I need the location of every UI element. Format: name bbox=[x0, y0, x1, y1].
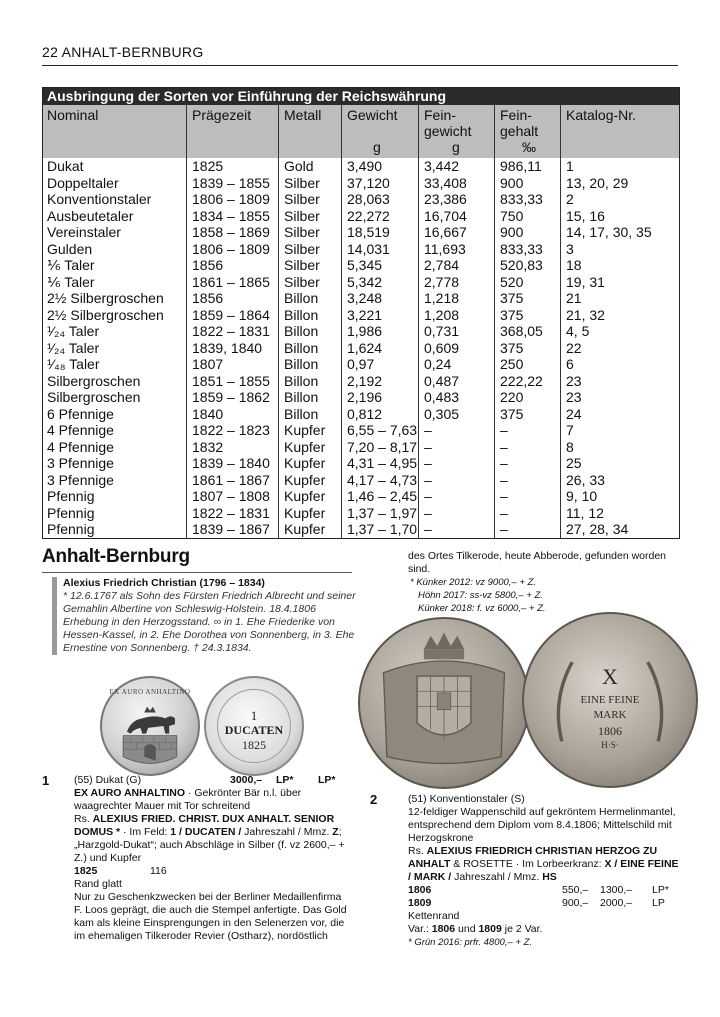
cell-gewicht: 5,345 bbox=[347, 257, 383, 273]
entry1-mintage: 116 bbox=[150, 865, 167, 877]
cell-feingehalt: 900 bbox=[500, 224, 524, 240]
note-continuation bbox=[408, 550, 680, 615]
cell-nominal: ⅙ Taler bbox=[47, 257, 95, 273]
header-feingewicht-2: gewicht bbox=[424, 123, 472, 139]
table-row bbox=[43, 455, 679, 472]
table-row bbox=[43, 406, 679, 423]
auction-note-1: * Künker 2012: vz 9000,– + Z. bbox=[410, 577, 536, 588]
column-divider bbox=[560, 105, 561, 538]
header-feingehalt-2: gehalt bbox=[500, 123, 539, 139]
table-row bbox=[43, 340, 679, 357]
table-row bbox=[43, 439, 679, 456]
cell-metall: Kupfer bbox=[284, 521, 326, 537]
table-row bbox=[43, 274, 679, 291]
cell-praegezeit: 1859 – 1864 bbox=[192, 306, 270, 323]
table-row bbox=[43, 290, 679, 307]
auction-note-2: Höhn 2017: ss-vz 5800,– + Z. bbox=[418, 590, 543, 601]
cell-katalog: 6 bbox=[566, 356, 574, 372]
cell-gewicht: 37,120 bbox=[347, 174, 390, 191]
cell-nominal: 2½ Silbergroschen bbox=[47, 290, 164, 306]
entry1-denomination: (55) Dukat (G) bbox=[74, 774, 142, 786]
cell-gewicht: 18,519 bbox=[347, 224, 390, 240]
cell-katalog: 19, 31 bbox=[566, 273, 605, 290]
entry1-header-line bbox=[74, 774, 350, 787]
table-row bbox=[43, 224, 679, 241]
cell-feingewicht: 0,483 bbox=[424, 389, 460, 405]
entry2-price-2b: 2000,– bbox=[600, 897, 633, 909]
cell-praegezeit: 1807 bbox=[192, 356, 224, 372]
cell-katalog: 1 bbox=[566, 158, 574, 174]
cell-feingehalt: 250 bbox=[500, 356, 524, 372]
cell-nominal: Silbergroschen bbox=[47, 372, 141, 389]
cell-nominal: Doppeltaler bbox=[47, 174, 119, 191]
catalog-entry-2 bbox=[408, 793, 680, 949]
cell-metall: Billon bbox=[284, 323, 319, 339]
cell-feingewicht: 3,442 bbox=[424, 158, 460, 174]
entry1-rs-legend: ALEXIUS FRIED. CHRIST. DUX ANHALT. SENIOR DOMUS * bbox=[74, 813, 335, 838]
cell-praegezeit: 1861 – 1865 bbox=[192, 273, 270, 290]
cell-gewicht: 3,221 bbox=[347, 306, 383, 323]
cell-gewicht: 3,490 bbox=[347, 158, 383, 174]
cell-metall: Silber bbox=[284, 257, 320, 273]
table-row bbox=[43, 472, 679, 489]
entry2-rs-legend: ALEXIUS FRIEDRICH CHRISTIAN HERZOG ZU ANHALT bbox=[408, 845, 658, 870]
table-row bbox=[43, 257, 679, 274]
cell-feingewicht: 2,784 bbox=[424, 257, 460, 273]
cell-gewicht: 2,196 bbox=[347, 389, 383, 405]
entry2-reverse bbox=[408, 845, 680, 884]
entry2-variants bbox=[408, 923, 680, 936]
header-katalog: Katalog-Nr. bbox=[566, 107, 637, 123]
entry2-auction-note: * Grün 2016: prfr. 4800,– + Z. bbox=[408, 937, 533, 948]
cell-feingewicht: – bbox=[424, 521, 432, 537]
cell-praegezeit: 1861 – 1867 bbox=[192, 471, 270, 488]
cell-praegezeit: 1822 – 1831 bbox=[192, 323, 270, 339]
cell-feingehalt: 375 bbox=[500, 405, 524, 422]
table-row bbox=[43, 158, 679, 175]
cell-katalog: 21, 32 bbox=[566, 306, 605, 323]
ducat-value: 1 bbox=[250, 708, 258, 723]
cell-metall: Billon bbox=[284, 290, 319, 306]
entry2-rs-field: X / EINE FEINE / MARK / bbox=[408, 858, 679, 883]
entry1-grade-2: LP* bbox=[318, 774, 336, 786]
table-row bbox=[43, 389, 679, 406]
column-divider bbox=[341, 105, 342, 538]
entry2-price-1b: 1300,– bbox=[600, 884, 633, 896]
cell-gewicht: 1,37 – 1,97 bbox=[347, 504, 418, 521]
entry2-grade-1: LP* bbox=[652, 884, 669, 896]
entry1-price: 3000,– bbox=[230, 774, 263, 786]
cell-gewicht: 0,812 bbox=[347, 405, 383, 422]
taler-obverse-image bbox=[358, 617, 530, 789]
section-title: Anhalt-Bernburg bbox=[42, 546, 190, 567]
cell-metall: Silber bbox=[284, 273, 320, 290]
entry1-edge: Rand glatt bbox=[74, 878, 122, 890]
table-row bbox=[43, 307, 679, 324]
entry1-reverse bbox=[74, 813, 350, 865]
cell-feingehalt: 375 bbox=[500, 339, 524, 356]
cell-gewicht: 7,20 – 8,17 bbox=[347, 438, 418, 455]
cell-praegezeit: 1822 – 1823 bbox=[192, 422, 270, 438]
table-row bbox=[43, 521, 679, 538]
cell-katalog: 21 bbox=[566, 290, 582, 306]
taler-mintmark: H·S· bbox=[601, 740, 619, 750]
column-divider bbox=[418, 105, 419, 538]
cell-nominal: Gulden bbox=[47, 240, 93, 257]
section-rule bbox=[42, 572, 352, 573]
cell-feingehalt: 368,05 bbox=[500, 323, 543, 339]
cell-praegezeit: 1807 – 1808 bbox=[192, 488, 270, 504]
table-row bbox=[43, 356, 679, 373]
entry1-rs-text-3: ; „Harzgold-Dukat“; auch Abschläge in Silber (f. vz 2600,– + Z.) und Kupfer bbox=[74, 826, 345, 864]
cell-feingehalt: – bbox=[500, 422, 508, 438]
entry2-edge: Kettenrand bbox=[408, 910, 460, 922]
ruler-name: Alexius Friedrich Christian (1796 – 1834) bbox=[63, 577, 265, 589]
cell-metall: Kupfer bbox=[284, 471, 326, 488]
cell-katalog: 15, 16 bbox=[566, 207, 605, 224]
cell-katalog: 7 bbox=[566, 422, 574, 438]
cell-nominal: 3 Pfennige bbox=[47, 455, 114, 471]
cell-feingewicht: 16,704 bbox=[424, 207, 467, 224]
ruler-bio-text: * 12.6.1767 als Sohn des Fürsten Friedrich Albrecht und seiner Gemahlin Albertine von Schleswig-Holstein. 18.4.1806 Erhebung in den Herzogsstand. ∞ in 1. Ehe Friederike von Hessen-Kassel, in 2. Ehe Dorothea von Sonnenberg, in 3. Ehe Ernestine von Sonnenberg. † 24.3.1834. bbox=[63, 590, 356, 654]
cell-katalog: 13, 20, 29 bbox=[566, 174, 629, 191]
cell-feingehalt: – bbox=[500, 438, 508, 455]
cell-nominal: Vereinstaler bbox=[47, 224, 121, 240]
cell-metall: Silber bbox=[284, 207, 320, 224]
table-row bbox=[43, 422, 679, 439]
cell-gewicht: 0,97 bbox=[347, 356, 375, 372]
entry2-var-label: Var.: bbox=[408, 923, 432, 935]
entry1-note: Nur zu Geschenkzwecken bei der Berliner Medaillenfirma F. Loos geprägt, die auch die Stempel anfertigte. Das Gold kam als kleine Einsprengungen in den Selenerzen vor, die im ehemaligen Tilkeroder Revier (Ostharz), nordöstlich bbox=[74, 891, 347, 942]
header-feingewicht-unit: g bbox=[452, 139, 460, 155]
entry2-year-2: 1809 bbox=[408, 897, 432, 909]
table-row bbox=[43, 175, 679, 192]
entry2-rs-text-2: Jahreszahl / Mmz. bbox=[451, 871, 543, 883]
cell-feingewicht: – bbox=[424, 471, 432, 488]
cell-metall: Kupfer bbox=[284, 455, 326, 471]
cell-feingehalt: – bbox=[500, 471, 508, 488]
cell-katalog: 25 bbox=[566, 455, 582, 471]
cell-gewicht: 4,17 – 4,73 bbox=[347, 471, 418, 488]
cell-feingewicht: 0,24 bbox=[424, 356, 452, 372]
ducat-reverse-image bbox=[100, 676, 200, 776]
header-gewicht: Gewicht bbox=[347, 107, 398, 123]
table-header bbox=[43, 105, 679, 158]
cell-feingewicht: 1,208 bbox=[424, 306, 460, 323]
cell-metall: Silber bbox=[284, 240, 320, 257]
cell-katalog: 2 bbox=[566, 191, 574, 207]
cell-metall: Kupfer bbox=[284, 438, 326, 455]
auction-note-3: Künker 2018: f. vz 6000,– + Z. bbox=[418, 603, 546, 614]
cell-feingehalt: 900 bbox=[500, 174, 524, 191]
cell-metall: Billon bbox=[284, 306, 319, 323]
cell-praegezeit: 1839, 1840 bbox=[192, 339, 263, 356]
cell-metall: Billon bbox=[284, 356, 319, 372]
cell-gewicht: 5,342 bbox=[347, 273, 383, 290]
cell-feingehalt: 520,83 bbox=[500, 257, 543, 273]
header-metall: Metall bbox=[284, 107, 322, 123]
coinage-table bbox=[42, 87, 680, 539]
catalog-entry-1 bbox=[74, 774, 350, 943]
cell-metall: Billon bbox=[284, 389, 319, 405]
cell-praegezeit: 1839 – 1840 bbox=[192, 455, 270, 471]
cell-katalog: 23 bbox=[566, 372, 582, 389]
table-row bbox=[43, 208, 679, 225]
table-title: Ausbringung der Sorten vor Einführung der Reichswährung bbox=[43, 88, 679, 105]
cell-gewicht: 1,986 bbox=[347, 323, 383, 339]
cell-praegezeit: 1806 – 1809 bbox=[192, 191, 270, 207]
cell-praegezeit: 1856 bbox=[192, 257, 224, 273]
cell-praegezeit: 1825 bbox=[192, 158, 224, 174]
cell-nominal: ¹⁄₂₄ Taler bbox=[47, 339, 100, 356]
cell-gewicht: 6,55 – 7,63 bbox=[347, 422, 418, 438]
cell-metall: Silber bbox=[284, 224, 320, 240]
cell-feingewicht: – bbox=[424, 504, 432, 521]
cell-praegezeit: 1839 – 1855 bbox=[192, 174, 270, 191]
cell-katalog: 8 bbox=[566, 438, 574, 455]
cell-praegezeit: 1806 – 1809 bbox=[192, 240, 270, 257]
entry2-var-year-2: 1809 bbox=[478, 923, 502, 935]
header-feingehalt-1: Fein- bbox=[500, 107, 532, 123]
cell-feingehalt: 375 bbox=[500, 290, 524, 306]
entry2-var-year-1: 1806 bbox=[431, 923, 456, 935]
cell-feingewicht: 2,778 bbox=[424, 273, 460, 290]
entry2-price-1a: 550,– bbox=[562, 884, 589, 896]
entry2-price-2a: 900,– bbox=[562, 897, 589, 909]
cell-nominal: 4 Pfennige bbox=[47, 438, 114, 455]
cell-praegezeit: 1834 – 1855 bbox=[192, 207, 270, 224]
cell-praegezeit: 1839 – 1867 bbox=[192, 521, 270, 537]
cell-praegezeit: 1851 – 1855 bbox=[192, 372, 270, 389]
table-row bbox=[43, 505, 679, 522]
ducat-denomination: DUCATEN bbox=[224, 723, 284, 737]
cell-nominal: Pfennig bbox=[47, 521, 95, 537]
cell-feingehalt: 986,11 bbox=[500, 158, 542, 174]
coat-of-arms-icon bbox=[360, 619, 528, 787]
cell-katalog: 3 bbox=[566, 240, 574, 257]
catalog-number-1: 1 bbox=[42, 773, 50, 788]
entry1-rs-text-1: · Im Feld: bbox=[120, 826, 171, 838]
cell-nominal: Pfennig bbox=[47, 504, 95, 521]
table-row bbox=[43, 241, 679, 258]
column-divider bbox=[186, 105, 187, 538]
entry2-var-and: und bbox=[455, 923, 479, 935]
entry1-year: 1825 bbox=[74, 865, 98, 877]
cell-feingehalt: – bbox=[500, 504, 508, 521]
cell-katalog: 18 bbox=[566, 257, 582, 273]
entry2-rs-label: Rs. bbox=[408, 845, 427, 857]
table-row bbox=[43, 191, 679, 208]
cell-nominal: Pfennig bbox=[47, 488, 95, 504]
cell-nominal: Dukat bbox=[47, 158, 84, 174]
entry2-obverse-desc: 12-feldiger Wappenschild auf gekröntem Hermelinmantel, entsprechend dem Diplom vom 8.4.1806; Mittelschild mit Herzogskrone bbox=[408, 806, 676, 844]
entry2-rs-mintmark: HS bbox=[542, 871, 557, 883]
ducat-year: 1825 bbox=[242, 738, 266, 752]
cell-metall: Silber bbox=[284, 191, 320, 207]
cell-feingehalt: – bbox=[500, 488, 508, 504]
cell-praegezeit: 1856 bbox=[192, 290, 224, 306]
cell-feingewicht: 1,218 bbox=[424, 290, 460, 306]
cell-nominal: ⅙ Taler bbox=[47, 273, 95, 290]
column-divider bbox=[494, 105, 495, 538]
cell-katalog: 14, 17, 30, 35 bbox=[566, 224, 652, 240]
cell-nominal: ¹⁄₄₈ Taler bbox=[47, 356, 100, 372]
entry2-grade-2: LP bbox=[652, 897, 665, 909]
ruler-biography bbox=[52, 577, 361, 655]
cell-nominal: ¹⁄₂₄ Taler bbox=[47, 323, 100, 339]
entry1-year-line bbox=[74, 865, 350, 878]
cell-katalog: 27, 28, 34 bbox=[566, 521, 629, 537]
cell-metall: Kupfer bbox=[284, 422, 326, 438]
cell-metall: Billon bbox=[284, 405, 319, 422]
cell-nominal: Konventionstaler bbox=[47, 191, 152, 207]
cell-feingewicht: 23,386 bbox=[424, 191, 467, 207]
table-row bbox=[43, 488, 679, 505]
cell-feingehalt: 375 bbox=[500, 306, 524, 323]
entry1-rs-mintmark: Z bbox=[332, 826, 339, 838]
cell-katalog: 11, 12 bbox=[566, 504, 604, 521]
cell-feingewicht: 16,667 bbox=[424, 224, 467, 240]
cell-feingehalt: 833,33 bbox=[500, 191, 543, 207]
cell-metall: Gold bbox=[284, 158, 314, 174]
column-divider bbox=[278, 105, 279, 538]
ducat-reverse-legend: EX AURO ANHALTINO bbox=[109, 688, 191, 696]
header-feingewicht-1: Fein- bbox=[424, 107, 456, 123]
entry1-grade-1: LP* bbox=[276, 774, 294, 786]
note-continuation-text: des Ortes Tilkerode, heute Abberode, gefunden worden sind. bbox=[408, 550, 667, 575]
running-head: 22 ANHALT-BERNBURG bbox=[42, 44, 204, 60]
cell-nominal: Silbergroschen bbox=[47, 389, 141, 405]
cell-katalog: 23 bbox=[566, 389, 582, 405]
entry1-rs-text-2: Jahreszahl / Mmz. bbox=[241, 826, 333, 838]
header-nominal: Nominal bbox=[47, 107, 99, 123]
entry2-year-row-2 bbox=[408, 897, 680, 910]
ducat-obverse-image bbox=[204, 676, 304, 776]
cell-praegezeit: 1858 – 1869 bbox=[192, 224, 270, 240]
cell-metall: Silber bbox=[284, 174, 320, 191]
taler-value: X bbox=[602, 664, 618, 689]
cell-gewicht: 1,46 – 2,45 bbox=[347, 488, 418, 504]
cell-feingehalt: 833,33 bbox=[500, 240, 543, 257]
cell-katalog: 9, 10 bbox=[566, 488, 598, 504]
cell-nominal: 3 Pfennige bbox=[47, 471, 114, 488]
cell-katalog: 4, 5 bbox=[566, 323, 590, 339]
cell-gewicht: 4,31 – 4,95 bbox=[347, 455, 418, 471]
cell-feingehalt: 750 bbox=[500, 207, 524, 224]
cell-nominal: 2½ Silbergroschen bbox=[47, 306, 164, 323]
entry2-denomination: (51) Konventionstaler (S) bbox=[408, 793, 525, 805]
entry1-obverse-legend: EX AURO ANHALTINO bbox=[74, 787, 186, 799]
running-head-rule bbox=[42, 65, 678, 66]
cell-feingewicht: – bbox=[424, 488, 432, 504]
cell-gewicht: 3,248 bbox=[347, 290, 383, 306]
taler-fine-text: EINE FEINE bbox=[580, 694, 640, 706]
table-row bbox=[43, 373, 679, 390]
cell-praegezeit: 1832 bbox=[192, 438, 224, 455]
cell-feingewicht: 0,609 bbox=[424, 339, 460, 356]
cell-katalog: 26, 33 bbox=[566, 471, 605, 488]
cell-feingewicht: 0,731 bbox=[424, 323, 460, 339]
cell-gewicht: 28,063 bbox=[347, 191, 390, 207]
entry2-var-count: je 2 Var. bbox=[501, 923, 543, 935]
entry2-year-1: 1806 bbox=[408, 884, 432, 896]
cell-nominal: Ausbeutetaler bbox=[47, 207, 134, 224]
cell-feingehalt: 220 bbox=[500, 389, 524, 405]
cell-feingehalt: 222,22 bbox=[500, 372, 543, 389]
cell-feingewicht: 0,487 bbox=[424, 372, 460, 389]
taler-mark-text: MARK bbox=[593, 709, 627, 721]
cell-gewicht: 1,37 – 1,70 bbox=[347, 521, 418, 537]
cell-gewicht: 22,272 bbox=[347, 207, 390, 224]
header-praegezeit: Prägezeit bbox=[192, 107, 252, 123]
cell-katalog: 24 bbox=[566, 405, 582, 422]
cell-feingehalt: – bbox=[500, 521, 508, 537]
cell-praegezeit: 1840 bbox=[192, 405, 224, 422]
table-body bbox=[43, 158, 679, 538]
cell-metall: Kupfer bbox=[284, 504, 326, 521]
entry1-obverse-desc: · Gekrönter Bär n.l. über waagrechter Mauer mit Tor schreitend bbox=[74, 787, 302, 812]
cell-feingehalt: 520 bbox=[500, 273, 524, 290]
catalog-number-2: 2 bbox=[370, 792, 378, 807]
cell-metall: Billon bbox=[284, 372, 319, 389]
entry1-rs-label: Rs. bbox=[74, 813, 93, 825]
cell-feingewicht: – bbox=[424, 422, 432, 438]
cell-katalog: 22 bbox=[566, 339, 582, 356]
cell-feingewicht: 33,408 bbox=[424, 174, 467, 191]
cell-metall: Billon bbox=[284, 339, 319, 356]
cell-feingehalt: – bbox=[500, 455, 508, 471]
header-gewicht-unit: g bbox=[373, 139, 381, 155]
cell-feingewicht: 0,305 bbox=[424, 405, 460, 422]
cell-gewicht: 14,031 bbox=[347, 240, 390, 257]
cell-gewicht: 1,624 bbox=[347, 339, 383, 356]
cell-praegezeit: 1859 – 1862 bbox=[192, 389, 270, 405]
cell-nominal: 4 Pfennige bbox=[47, 422, 114, 438]
cell-metall: Kupfer bbox=[284, 488, 326, 504]
cell-nominal: 6 Pfennige bbox=[47, 405, 114, 422]
cell-gewicht: 2,192 bbox=[347, 372, 383, 389]
table-row bbox=[43, 323, 679, 340]
taler-reverse-image bbox=[522, 612, 698, 788]
cell-feingewicht: – bbox=[424, 438, 432, 455]
cell-praegezeit: 1822 – 1831 bbox=[192, 504, 270, 521]
cell-feingewicht: 11,693 bbox=[424, 240, 466, 257]
header-feingehalt-unit: ‰ bbox=[522, 139, 536, 155]
entry1-obverse bbox=[74, 787, 350, 813]
entry2-year-row-1 bbox=[408, 884, 680, 897]
taler-year: 1806 bbox=[598, 724, 622, 738]
entry2-rs-text-1: & ROSETTE · Im Lorbeerkranz: bbox=[450, 858, 605, 870]
entry1-rs-field: 1 / DUCATEN / bbox=[170, 826, 242, 838]
cell-feingewicht: – bbox=[424, 455, 432, 471]
